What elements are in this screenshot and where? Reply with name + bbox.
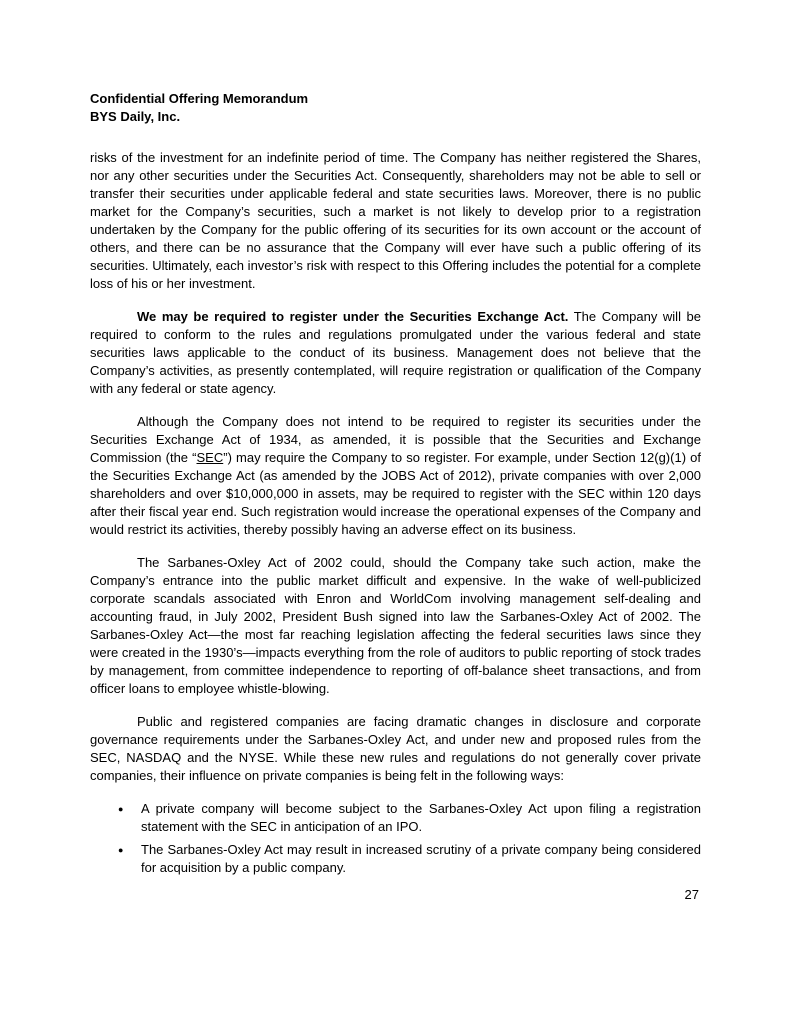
document-header	[90, 90, 701, 125]
bullet-icon: ●	[118, 845, 124, 855]
bullet-list	[90, 800, 701, 877]
paragraph-exchange-act-rest: The Company will be required to conform to the rules and regulations promulgated under the various federal and state securities laws applicable to the conduct of its business. Management does not believe that the Company’s activities, as presently contemplated, will require registration or qualification of the Company with any federal or state agency.	[90, 309, 701, 396]
list-item	[90, 800, 701, 836]
paragraph-sec-registration	[90, 413, 701, 539]
paragraph-investment-risks: risks of the investment for an indefinite period of time. The Company has neither registered the Shares, nor any other securities under the Securities Act. Consequently, shareholders may not be able to sell or transfer their securities under applicable federal and state securities laws. Moreover, there is no public market for the Company’s securities, such a market is not likely to develop prior to a registration undertaken by the Company for the public offering of its securities for its own account or the account of others, and there can be no assurance that the Company will ever have such a public offering of its securities. Ultimately, each investor’s risk with respect to this Offering includes the potential for a complete loss of his or her investment.	[90, 150, 701, 291]
paragraph-sarbanes-oxley: The Sarbanes-Oxley Act of 2002 could, should the Company take such action, make the Company’s entrance into the public market difficult and expensive. In the wake of well-publicized corporate scandals associated with Enron and WorldCom involving management self-dealing and accounting fraud, in July 2002, President Bush signed into law the Sarbanes-Oxley Act of 2002. The Sarbanes-Oxley Act—the most far reaching legislation affecting the federal securities laws since they were created in the 1930’s—impacts everything from the role of auditors to public reporting of stock trades by management, from committee independence to reporting of off-balance sheet transactions, and from officer loans to employee whistle-blowing.	[90, 555, 701, 696]
company-name: BYS Daily, Inc.	[90, 108, 181, 124]
bold-lead-in: We may be required to register under the Securities Exchange Act.	[137, 309, 569, 324]
sec-paragraph-post: ”) may require the Company to so register. For example, under Section 12(g)(1) of the Securities Exchange Act (as amended by the JOBS Act of 2012), private companies with over 2,000 shareholders and over $10,000,000 in assets, may be required to register with the SEC within 120 days after their fiscal year end. Such registration would increase the operational expenses of the Company and would restrict its activities, thereby possibly having an adverse effect on its business.	[90, 450, 701, 537]
bullet-icon: ●	[118, 804, 124, 814]
list-item	[90, 841, 701, 877]
sec-paragraph-pre: Although the Company does not intend to be required to register its securities under the Securities Exchange Act of 1934, as amended, it is possible that the Securities and Exchange Commission (the “	[90, 414, 701, 465]
document-body	[90, 149, 701, 877]
bullet-text: A private company will become subject to the Sarbanes-Oxley Act upon filing a registration statement with the SEC in anticipation of an IPO.	[141, 801, 701, 834]
paragraph-exchange-act	[90, 308, 701, 398]
paragraph-governance: Public and registered companies are facing dramatic changes in disclosure and corporate governance requirements under the Sarbanes-Oxley Act, and under new and proposed rules from the SEC, NASDAQ and the NYSE. While these new rules and regulations do not generally cover private companies, their influence on private companies is being felt in the following ways:	[90, 714, 701, 783]
bullet-text: The Sarbanes-Oxley Act may result in increased scrutiny of a private company being considered for acquisition by a public company.	[141, 842, 701, 875]
page-number: 27	[684, 887, 699, 902]
memo-title: Confidential Offering Memorandum	[90, 91, 309, 106]
sec-underlined-term: SEC	[196, 450, 224, 465]
